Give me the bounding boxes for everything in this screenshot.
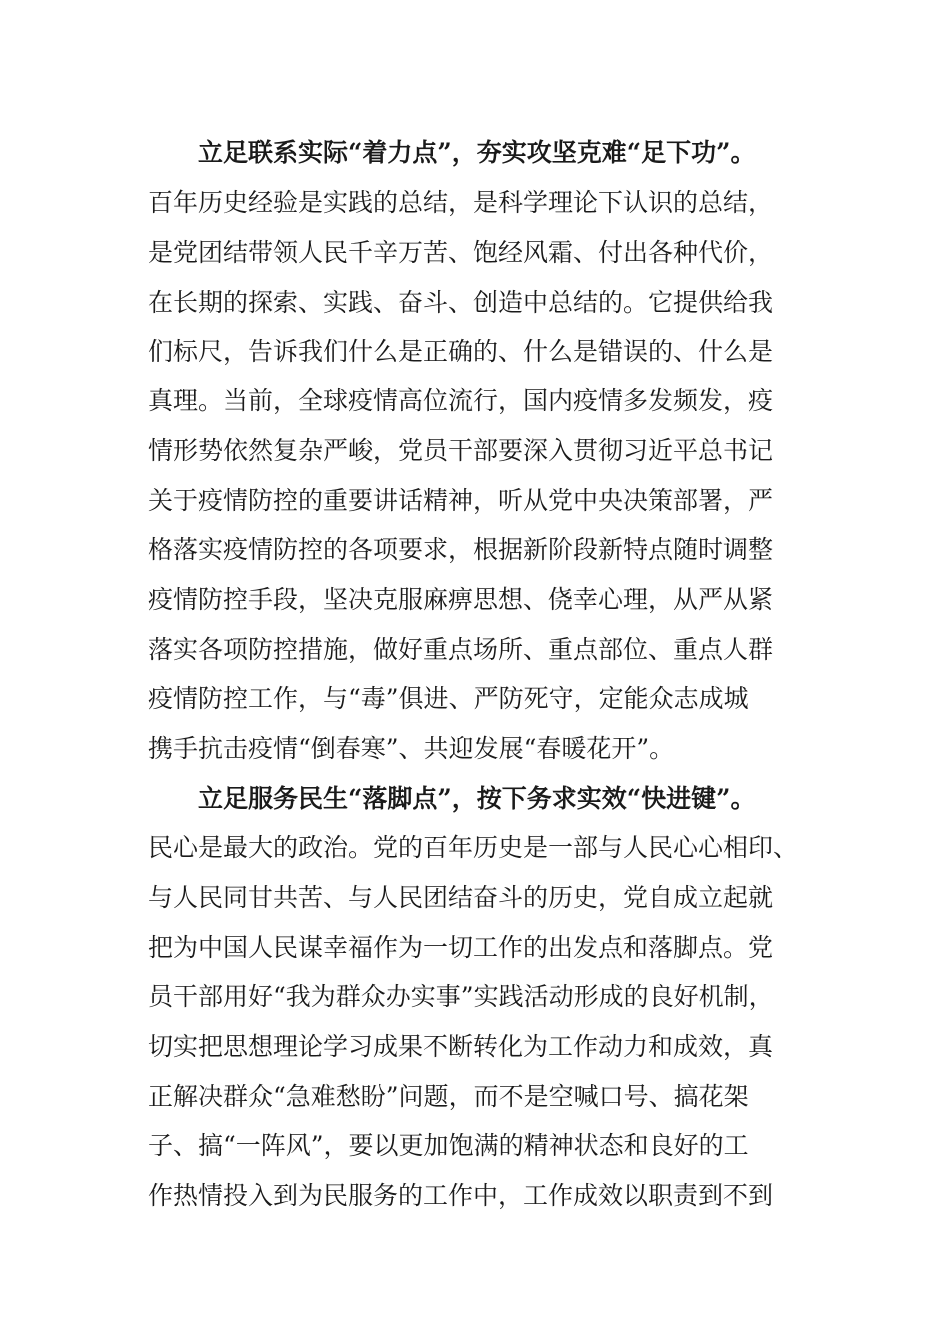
paragraph-2-line: 切实把思想理论学习成果不断转化为工作动力和成效，真 [148,1032,774,1061]
paragraph-2-line: 子、搞“一阵风”，要以更加饱满的精神状态和良好的工 [148,1131,749,1160]
paragraph-1-line: 真理。当前，全球疫情高位流行，国内疫情多发频发，疫 [148,386,774,415]
paragraph-2-line: 员干部用好“我为群众办实事”实践活动形成的良好机制， [148,982,774,1011]
paragraph-1-line: 疫情防控手段，坚决克服麻痹思想、侥幸心理，从严从紧 [148,585,774,614]
paragraph-1-line: 是党团结带领人民千辛万苦、饱经风霜、付出各种代价， [148,238,774,267]
paragraph-1-line: 在长期的探索、实践、奋斗、创造中总结的。它提供给我 [148,288,774,317]
paragraph-1-line: 情形势依然复杂严峻，党员干部要深入贯彻习近平总书记 [148,436,774,465]
paragraph-1-line: 疫情防控工作，与“毒”俱进、严防死守，定能众志成城 [148,684,749,713]
paragraph-1-line: 落实各项防控措施，做好重点场所、重点部位、重点人群 [148,635,774,664]
paragraph-2-line: 正解决群众“急难愁盼”问题，而不是空喊口号、搞花架 [148,1082,749,1111]
paragraph-2-line: 民心是最大的政治。党的百年历史是一部与人民心心相印、 [148,833,799,862]
paragraph-2-heading: 立足服务民生“落脚点”，按下务求实效“快进键”。 [198,784,756,813]
paragraph-2-line: 作热情投入到为民服务的工作中，工作成效以职责到不到 [148,1181,774,1210]
paragraph-1-heading: 立足联系实际“着力点”，夯实攻坚克难“足下功”。 [198,138,756,167]
paragraph-1-line: 携手抗击疫情“倒春寒”、共迎发展“春暖花开”。 [148,734,675,763]
paragraph-2-line: 把为中国人民谋幸福作为一切工作的出发点和落脚点。党 [148,933,774,962]
paragraph-1-line: 们标尺，告诉我们什么是正确的、什么是错误的、什么是 [148,337,774,366]
paragraph-1-line: 百年历史经验是实践的总结，是科学理论下认识的总结， [148,188,774,217]
paragraph-2-line: 与人民同甘共苦、与人民团结奋斗的历史，党自成立起就 [148,883,774,912]
paragraph-1-line: 格落实疫情防控的各项要求，根据新阶段新特点随时调整 [148,535,774,564]
paragraph-1-line: 关于疫情防控的重要讲话精神，听从党中央决策部署，严 [148,486,774,515]
